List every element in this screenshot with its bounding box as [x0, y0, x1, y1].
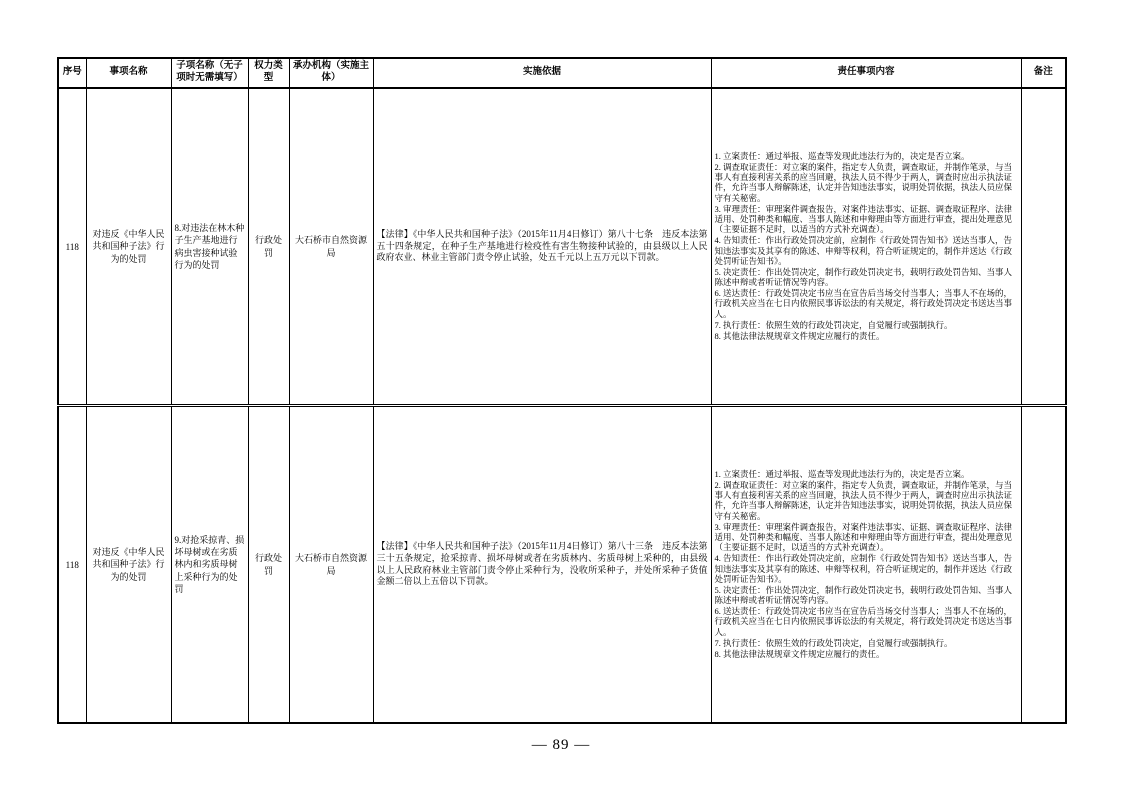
responsibility-item: 7. 执行责任：依照生效的行政处罚决定，自觉履行或强制执行。 — [714, 319, 953, 330]
header-remark: 备注 — [1021, 58, 1066, 88]
header-agency: 承办机构（实施主体） — [289, 58, 373, 88]
header-sub-item: 子项名称（无子项时无需填写） — [171, 58, 248, 88]
row1-serial: 118 — [58, 88, 86, 406]
row2-responsibilities — [711, 406, 1021, 723]
row1-responsibilities — [711, 88, 1021, 406]
header-legal-basis: 实施依据 — [373, 58, 711, 88]
responsibility-item: 6. 送达责任：行政处罚决定书应当在宣告后当场交付当事人；当事人不在场的，行政机关应当在七日内依照民事诉讼法的有关规定，将行政处罚决定书送达当事人。 — [714, 606, 1013, 637]
row2-sub-item: 9.对抢采掠青、损坏母树或在劣质林内和劣质母树上采种行为的处罚 — [171, 406, 248, 723]
header-item-name: 事项名称 — [86, 58, 171, 88]
header-row — [58, 58, 1066, 88]
row2-serial: 118 — [58, 406, 86, 723]
header-power-type: 权力类型 — [248, 58, 289, 88]
row1-legal-basis: 【法律】《中华人民共和国种子法》（2015年11月4日修订）第八十七条 违反本法第五十四条规定，在种子生产基地进行检疫性有害生物接种试验的，由县级以上人民政府农业、林业主管部门责令停止试验，处五千元以上五万元以下罚款。 — [373, 88, 711, 406]
row1-item-name: 对违反《中华人民共和国种子法》行为的处罚 — [86, 88, 171, 406]
responsibility-item: 1. 立案责任：通过举报、巡查等发现此违法行为的，决定是否立案。 — [714, 150, 970, 161]
row2-legal-basis: 【法律】《中华人民共和国种子法》（2015年11月4日修订）第八十三条 违反本法第三十五条规定，抢采掠青、损坏母树或者在劣质林内、劣质母树上采种的，由县级以上人民政府林业主管部门责令停止采种行为，没收所采种子，并处所采种子货值金额二倍以上五倍以下罚款。 — [373, 406, 711, 723]
responsibility-item: 2. 调查取证责任：对立案的案件，指定专人负责，调查取证，并制作笔录，与当事人有直接利害关系的应当回避，执法人员不得少于两人，调查时应出示执法证件，允许当事人辩解陈述，认定并告知违法事实，说明处罚依据，执法人员应保守有关秘密。 — [714, 162, 1013, 203]
row2-agency: 大石桥市自然资源局 — [289, 406, 373, 723]
row2-power-type: 行政处罚 — [248, 406, 289, 723]
responsibility-matrix-table — [57, 57, 1067, 724]
header-serial: 序号 — [58, 58, 86, 88]
row2-remark — [1021, 406, 1066, 723]
row2-item-name: 对违反《中华人民共和国种子法》行为的处罚 — [86, 406, 171, 723]
responsibility-item: 1. 立案责任：通过举报、巡查等发现此违法行为的，决定是否立案。 — [714, 468, 970, 479]
responsibility-item: 3. 审理责任：审理案件调查报告，对案件违法事实、证据、调查取证程序、法律适用、处罚种类和幅度、当事人陈述和申辩理由等方面进行审查，提出处理意见（主要证据不足时，以适当的方式补充调查）。 — [714, 521, 1013, 553]
table-row — [58, 406, 1066, 723]
responsibility-item: 6. 送达责任：行政处罚决定书应当在宣告后当场交付当事人；当事人不在场的，行政机关应当在七日内依照民事诉讼法的有关规定，将行政处罚决定书送达当事人。 — [714, 288, 1013, 319]
responsibility-item: 5. 决定责任：作出处罚决定，制作行政处罚决定书，载明行政处罚告知、当事人陈述申辩或者听证情况等内容。 — [714, 584, 1013, 606]
row1-remark — [1021, 88, 1066, 406]
row1-agency: 大石桥市自然资源局 — [289, 88, 373, 406]
responsibility-item: 4. 告知责任：作出行政处罚决定前，应制作《行政处罚告知书》送达当事人，告知违法事实及其享有的陈述、申辩等权利，符合听证规定的，制作并送达《行政处罚听证告知书》。 — [714, 235, 1013, 266]
page-number: — 89 — — [531, 737, 591, 753]
header-responsibility: 责任事项内容 — [711, 58, 1021, 88]
responsibility-item: 2. 调查取证责任：对立案的案件，指定专人负责，调查取证，并制作笔录，与当事人有直接利害关系的应当回避，执法人员不得少于两人，调查时应出示执法证件，允许当事人辩解陈述，认定并告知违法事实，说明处罚依据，执法人员应保守有关秘密。 — [714, 480, 1013, 521]
responsibility-item: 3. 审理责任：审理案件调查报告，对案件违法事实、证据、调查取证程序、法律适用、处罚种类和幅度、当事人陈述和申辩理由等方面进行审查，提出处理意见（主要证据不足时，以适当的方式补充调查）。 — [714, 203, 1013, 235]
responsibility-item: 8. 其他法律法规规章文件规定应履行的责任。 — [714, 649, 885, 659]
responsibility-item: 7. 执行责任：依照生效的行政处罚决定，自觉履行或强制执行。 — [714, 637, 953, 648]
row1-power-type: 行政处罚 — [248, 88, 289, 406]
responsibility-item: 8. 其他法律法规规章文件规定应履行的责任。 — [714, 331, 885, 341]
table-row — [58, 88, 1066, 406]
responsibility-item: 4. 告知责任：作出行政处罚决定前，应制作《行政处罚告知书》送达当事人，告知违法事实及其享有的陈述、申辩等权利，符合听证规定的，制作并送达《行政处罚听证告知书》。 — [714, 553, 1013, 584]
row1-sub-item: 8.对违法在林木种子生产基地进行病虫害接种试验行为的处罚 — [171, 88, 248, 406]
responsibility-item: 5. 决定责任：作出处罚决定，制作行政处罚决定书，载明行政处罚告知、当事人陈述申辩或者听证情况等内容。 — [714, 266, 1013, 288]
